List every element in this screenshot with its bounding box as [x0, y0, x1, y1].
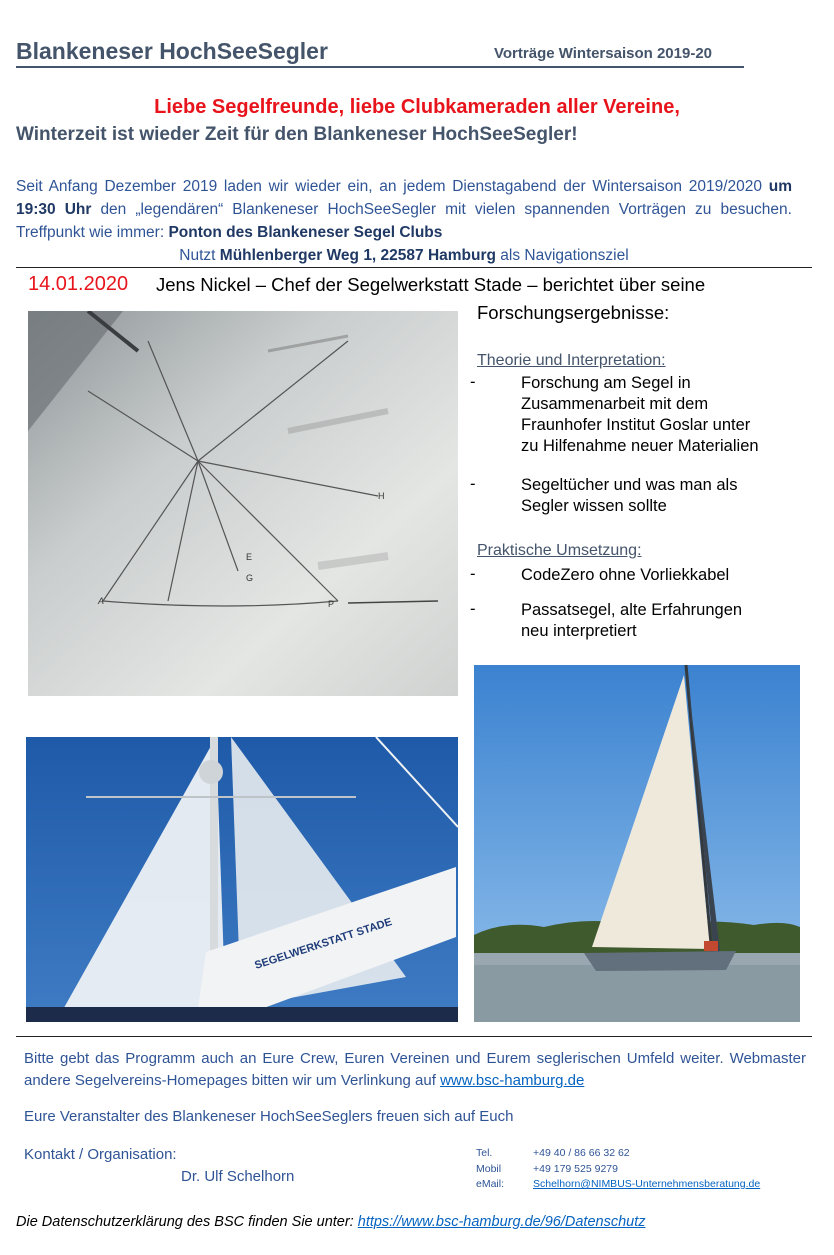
footer-text: Bitte gebt das Programm auch an Eure Crew, Euren Vereinen und Eurem seglerischen Umfeld weiter. Webmaster andere Segelvereins-Homepages bitten wir um Verlinkung auf — [24, 1050, 806, 1089]
theory-item-2-line: Segler wissen sollte — [521, 497, 667, 515]
intro-nav-post: als Navigationsziel — [496, 247, 629, 264]
intro-time: um 19:30 Uhr — [16, 178, 792, 218]
contact-row-email — [476, 1177, 760, 1193]
intro-address: Mühlenberger Weg 1, 22587 Hamburg — [219, 247, 496, 264]
sail-mark-p: P — [328, 599, 335, 609]
event-topic-line: Forschungsergebnisse: — [477, 302, 670, 323]
contact-name: Dr. Ulf Schelhorn — [181, 1168, 295, 1185]
page-title: Blankeneser HochSeeSegler — [16, 38, 328, 64]
theory-item-1-line: Forschung am Segel in — [521, 374, 691, 392]
sail-mark-g: G — [246, 573, 254, 583]
practice-item-1 — [521, 565, 729, 586]
practice-item-2-line: neu interpretiert — [521, 622, 637, 640]
contact-table — [476, 1146, 760, 1193]
theory-item-1-line: Zusammenarbeit mit dem — [521, 395, 709, 413]
intro-nav-pre: Nutzt — [179, 247, 220, 264]
theory-item-1-line: zu Hilfenahme neuer Materialien — [521, 437, 759, 455]
section-divider — [16, 267, 812, 268]
bullet-dash: - — [470, 373, 476, 391]
header-divider — [16, 66, 744, 68]
intro-nav-line — [16, 244, 792, 267]
greeting-subheading: Winterzeit ist wieder Zeit für den Blankeneser HochSeeSegler! — [16, 124, 578, 145]
privacy-link[interactable]: https://www.bsc-hamburg.de/96/Datenschutz — [357, 1214, 646, 1230]
privacy-text: Die Datenschutzerklärung des BSC finden Sie unter: — [16, 1214, 358, 1230]
contact-row-mobil — [476, 1162, 760, 1178]
tel-value: +49 40 / 86 66 32 62 — [533, 1147, 630, 1159]
theory-item-1-line: Fraunhofer Institut Goslar unter — [521, 416, 751, 434]
bullet-dash: - — [470, 475, 476, 493]
event-speaker-line: Jens Nickel – Chef der Segelwerkstatt Stade – berichtet über seine — [156, 274, 706, 295]
bsc-homepage-link[interactable]: www.bsc-hamburg.de — [440, 1072, 585, 1089]
theory-item-2 — [521, 475, 737, 517]
boom-cover-label: SEGELWERKSTATT STADE — [253, 916, 394, 972]
footer-paragraph — [24, 1048, 806, 1092]
intro-text-1: Seit Anfang Dezember 2019 laden wir wieder ein, an jedem Dienstagabend der Wintersaison 2019/2020 — [16, 178, 769, 195]
sails-sky-image — [26, 737, 458, 1022]
bullet-dash: - — [470, 565, 476, 583]
greeting-heading: Liebe Segelfreunde, liebe Clubkameraden aller Vereine, — [154, 96, 680, 118]
email-link[interactable]: Schelhorn@NIMBUS-Unternehmensberatung.de — [533, 1178, 761, 1190]
intro-place: Ponton des Blankeneser Segel Clubs — [168, 224, 443, 241]
sail-closeup-image — [28, 311, 458, 696]
theory-item-2-line: Segeltücher und was man als — [521, 476, 738, 494]
practice-item-1-line: CodeZero ohne Vorliekkabel — [521, 566, 730, 584]
organizers-note: Eure Veranstalter des Blankeneser HochSeeSeglers freuen sich auf Euch — [24, 1108, 514, 1125]
sails-sky-photo — [26, 737, 458, 1022]
privacy-note — [16, 1214, 645, 1230]
intro-text-2: den „legendären“ Blankeneser HochSeeSegler mit vielen spannenden Vorträgen zu besuchen. Treffpunkt wie immer: — [16, 201, 792, 241]
contact-label: Kontakt / Organisation: — [24, 1146, 177, 1163]
sailboat-river-photo — [474, 665, 800, 1022]
practice-item-2-line: Passatsegel, alte Erfahrungen — [521, 601, 743, 619]
sail-mark-h: H — [378, 491, 385, 501]
season-subtitle: Vorträge Wintersaison 2019-20 — [494, 45, 713, 62]
mobil-label: Mobil — [476, 1162, 502, 1175]
practice-item-2 — [521, 600, 742, 642]
section-theory-title: Theorie und Interpretation: — [477, 352, 666, 369]
section-practice-title: Praktische Umsetzung: — [477, 542, 642, 559]
contact-row-tel — [476, 1146, 760, 1162]
footer-divider — [16, 1036, 812, 1037]
sail-mark-e: E — [246, 552, 253, 562]
sailboat-river-image — [474, 665, 800, 1022]
theory-item-1 — [521, 373, 759, 457]
mobil-value: +49 179 525 9279 — [533, 1162, 618, 1175]
email-label: eMail: — [476, 1178, 505, 1190]
event-date: 14.01.2020 — [28, 273, 129, 295]
sail-mark-a: A — [98, 596, 105, 606]
intro-paragraph — [16, 175, 792, 267]
sail-closeup-photo — [28, 311, 458, 696]
tel-label: Tel. — [476, 1147, 493, 1159]
bullet-dash: - — [470, 600, 476, 618]
